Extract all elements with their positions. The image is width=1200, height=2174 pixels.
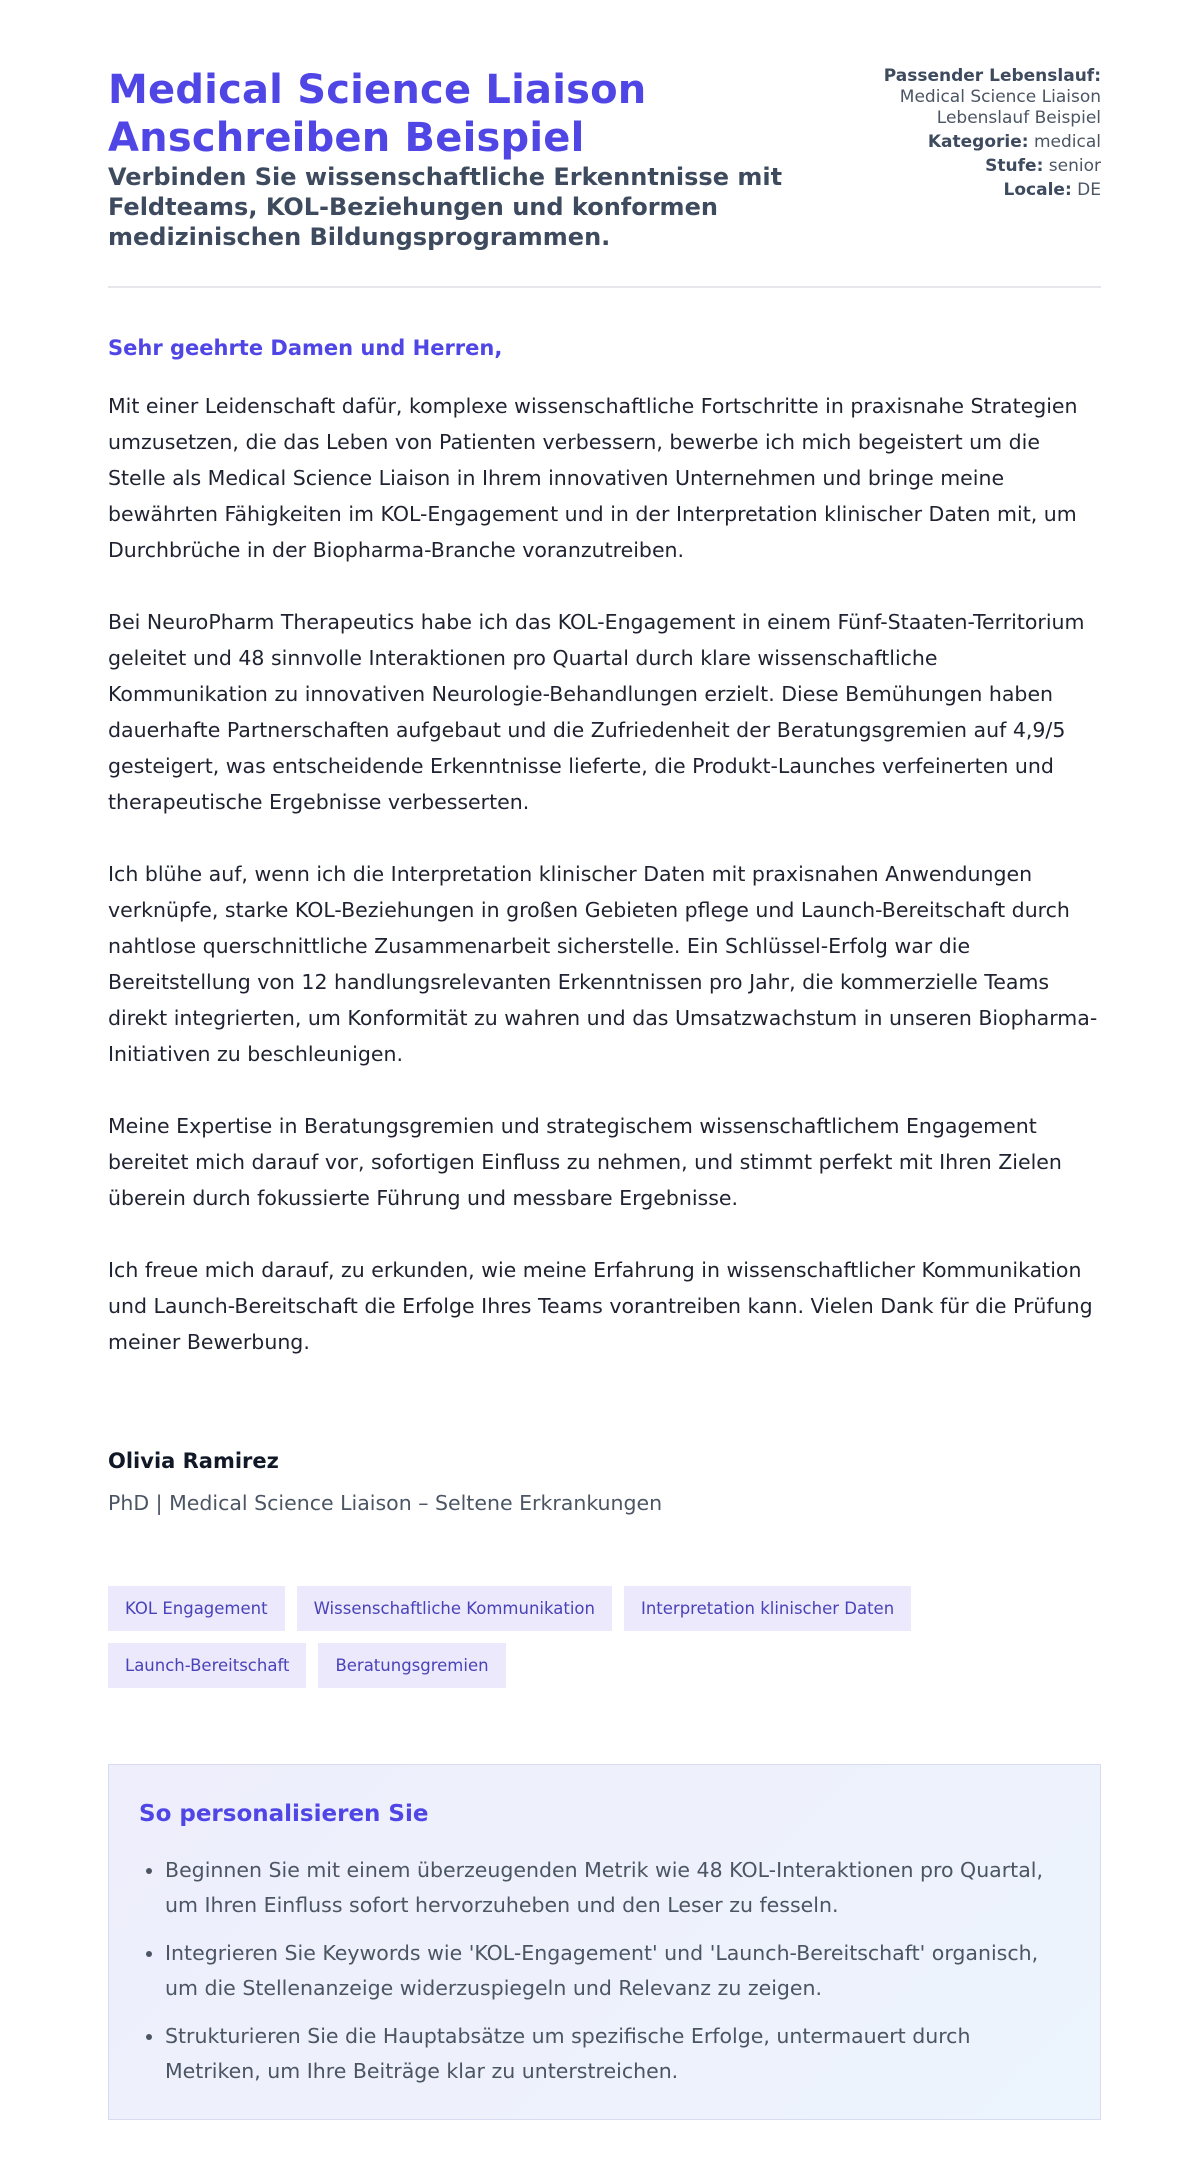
keyword-tag: Wissenschaftliche Kommunikation	[297, 1586, 612, 1631]
letter-paragraph: Ich blühe auf, wenn ich die Interpretation klinischer Daten mit praxisnahen Anwendungen verknüpfe, starke KOL-Beziehungen in großen Gebieten pflege und Launch-Bereitschaft durch nahtlose querschnittliche Zusammenarbeit sicherstelle. Ein Schlüssel-Erfolg war die Bereitstellung von 12 handlungsrelevanten Erkenntnissen pro Jahr, die kommerzielle Teams direkt integrierten, um Konformität zu wahren und das Umsatzwachstum in unseren Biopharma-Initiativen zu beschleunigen.	[108, 862, 1098, 1066]
meta-level-label: Stufe:	[985, 156, 1044, 176]
signature-name: Olivia Ramirez	[108, 1449, 279, 1473]
meta-locale	[861, 180, 1101, 201]
keyword-tag: KOL Engagement	[108, 1586, 285, 1631]
letter-paragraph: Ich freue mich darauf, zu erkunden, wie meine Erfahrung in wissenschaftlicher Kommunikation und Launch-Bereitschaft die Erfolge Ihres Teams vorantreiben kann. Vielen Dank für die Prüfung meiner Bewerbung.	[108, 1258, 1093, 1354]
meta-level	[861, 156, 1101, 177]
keyword-tag: Launch-Bereitschaft	[108, 1643, 306, 1688]
meta-locale-value: DE	[1077, 180, 1101, 200]
meta-category-value: medical	[1033, 132, 1101, 152]
meta-category	[861, 132, 1101, 153]
page-subtitle: Verbinden Sie wissenschaftliche Erkenntnisse mit Feldteams, KOL-Beziehungen und konformen medizinischen Bildungsprogrammen.	[108, 163, 783, 251]
signature-title: PhD | Medical Science Liaison – Seltene Erkrankungen	[108, 1491, 663, 1515]
letter-body	[108, 388, 1101, 1396]
meta-matching-resume-label: Passender Lebenslauf:	[883, 66, 1101, 86]
meta-matching-resume-link[interactable]: Medical Science Liaison Lebenslauf Beispiel	[899, 87, 1101, 128]
tip-item: • Integrieren Sie Keywords wie 'KOL-Engagement' und 'Launch-Bereitschaft' organisch, um die Stellenanzeige widerzuspiegeln und Relevanz zu zeigen.	[165, 1936, 1070, 2006]
letter-paragraph: Meine Expertise in Beratungsgremien und strategischem wissenschaftlichem Engagement bereitet mich darauf vor, sofortigen Einfluss zu nehmen, und stimmt perfekt mit Ihren Zielen überein durch fokussierte Führung und messbare Ergebnisse.	[108, 1114, 1062, 1210]
keyword-tags	[108, 1586, 1101, 1688]
meta-info	[861, 66, 1101, 204]
meta-level-value: senior	[1048, 156, 1101, 176]
letter-paragraph: Mit einer Leidenschaft dafür, komplexe wissenschaftliche Fortschritte in praxisnahe Strategien umzusetzen, die das Leben von Patienten verbessern, bewerbe ich mich begeistert um die Stelle als Medical Science Liaison in Ihrem innovativen Unternehmen und bringe meine bewährten Fähigkeiten im KOL-Engagement und in der Interpretation klinischer Daten mit, um Durchbrüche in der Biopharma-Branche voranzutreiben.	[108, 394, 1078, 562]
tip-item: • Strukturieren Sie die Hauptabsätze um spezifische Erfolge, untermauert durch Metriken, um Ihre Beiträge klar zu unterstreichen.	[165, 2019, 1070, 2089]
letter-signature	[108, 1446, 662, 1518]
cover-letter-page	[108, 0, 1101, 2083]
tip-item: • Beginnen Sie mit einem überzeugenden Metrik wie 48 KOL-Interaktionen pro Quartal, um Ihren Einfluss sofort hervorzuheben und den Leser zu fesseln.	[165, 1853, 1070, 1923]
keyword-tag: Interpretation klinischer Daten	[624, 1586, 911, 1631]
meta-category-label: Kategorie:	[927, 132, 1029, 152]
personalization-tips	[108, 1764, 1101, 2120]
letter-salutation: Sehr geehrte Damen und Herren,	[108, 336, 503, 360]
tips-heading: So personalisieren Sie	[139, 1801, 429, 1827]
letter-paragraph: Bei NeuroPharm Therapeutics habe ich das KOL-Engagement in einem Fünf-Staaten-Territorium geleitet und 48 sinnvolle Interaktionen pro Quartal durch klare wissenschaftliche Kommunikation zu innovativen Neurologie-Behandlungen erzielt. Diese Bemühungen haben dauerhafte Partnerschaften aufgebaut und die Zufriedenheit der Beratungsgremien auf 4,9/5 gesteigert, was entscheidende Erkenntnisse lieferte, die Produkt-Launches verfeinerten und therapeutische Ergebnisse verbesserten.	[108, 610, 1085, 814]
tips-list	[139, 1853, 1070, 2089]
meta-locale-label: Locale:	[1003, 180, 1072, 200]
keyword-tag: Beratungsgremien	[318, 1643, 505, 1688]
page-header	[108, 0, 1101, 288]
page-title: Medical Science Liaison Anschreiben Beispiel	[108, 67, 647, 161]
meta-matching-resume	[861, 66, 1101, 129]
